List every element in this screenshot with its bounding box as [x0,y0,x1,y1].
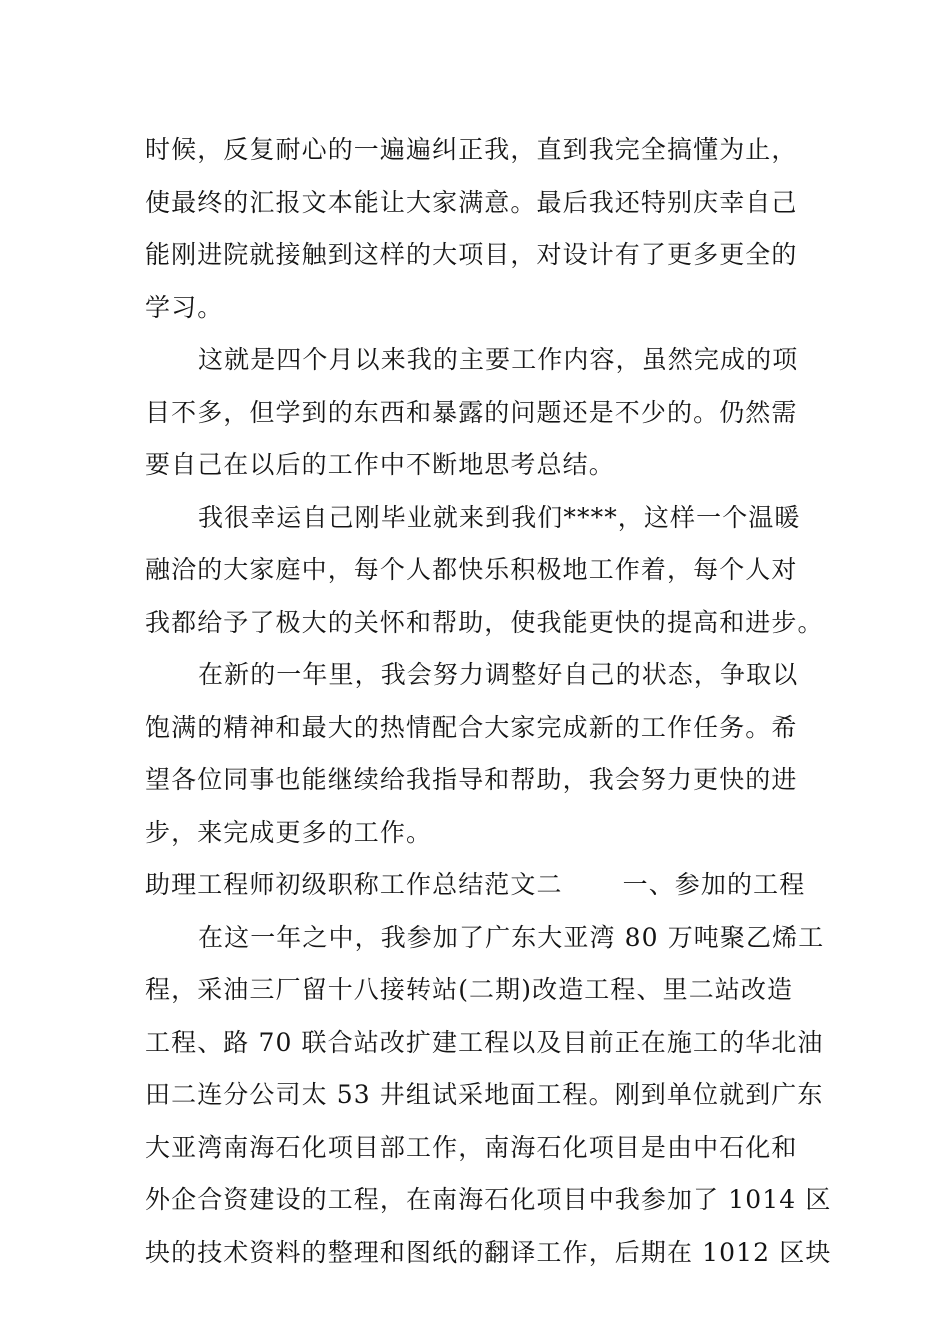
text-line: 融洽的大家庭中，每个人都快乐积极地工作着，每个人对 [145,555,798,584]
text-line: 程，采油三厂留十八接转站(二期)改造工程、里二站改造 [145,975,794,1004]
text-line: 我都给予了极大的关怀和帮助，使我能更快的提高和进步。 [145,607,824,637]
text-line: 大亚湾南海石化项目部工作，南海石化项目是由中石化和 [145,1132,798,1162]
text-line: 外企合资建设的工程，在南海石化项目中我参加了 1014 区 [145,1185,832,1214]
text-line: 要自己在以后的工作中不断地思考总结。 [145,450,615,479]
text-line: 时候，反复耐心的一遍遍纠正我，直到我完全搞懂为止， [145,135,798,164]
text-line: 饱满的精神和最大的热情配合大家完成新的工作任务。希 [145,712,798,742]
text-line: 田二连分公司太 53 井组试采地面工程。刚到单位就到广东 [145,1080,824,1109]
text-line: 目不多，但学到的东西和暴露的问题还是不少的。仍然需 [145,397,798,427]
document-body [145,124,832,1279]
text-line: 学习。 [145,292,224,322]
text-line: 工程、路 70 联合站改扩建工程以及目前正在施工的华北油 [145,1027,824,1057]
text-line: 能刚进院就接触到这样的大项目，对设计有了更多更全的 [145,240,798,269]
paragraph-first-line: 我很幸运自己刚毕业就来到我们****，这样一个温暖 [198,502,801,532]
text-line: 步，来完成更多的工作。 [145,817,433,847]
paragraph-first-line: 在新的一年里，我会努力调整好自己的状态，争取以 [198,660,799,689]
section-heading [145,859,815,912]
paragraph-first-line: 在这一年之中，我参加了广东大亚湾 80 万吨聚乙烯工 [198,922,825,952]
document-title: 助理工程师初级职称工作总结范文二 [145,870,563,899]
paragraph-first-line: 这就是四个月以来我的主要工作内容，虽然完成的项 [198,345,799,374]
text-line: 使最终的汇报文本能让大家满意。最后我还特别庆幸自己 [145,187,798,217]
text-line: 块的技术资料的整理和图纸的翻译工作，后期在 1012 区块 [145,1237,832,1267]
section-title: 一、参加的工程 [622,870,806,899]
text-line: 望各位同事也能继续给我指导和帮助，我会努力更快的进 [145,765,798,794]
